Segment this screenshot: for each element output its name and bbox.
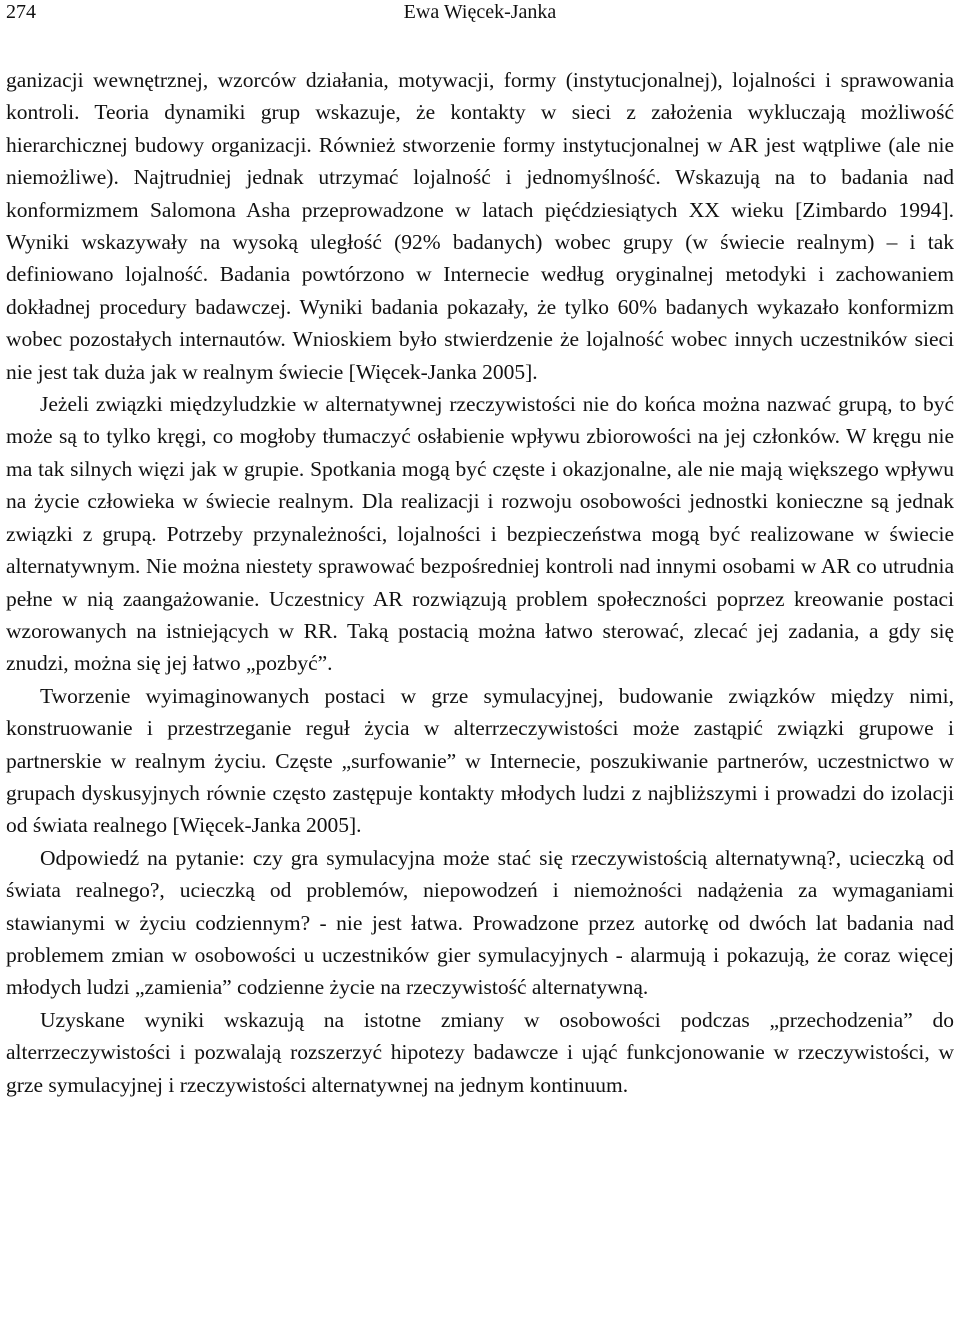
- running-header-author: Ewa Więcek-Janka: [403, 1, 557, 23]
- paragraph: Uzyskane wyniki wskazują na istotne zmiany w osobowości podczas „przechodzenia” do alterrzeczywistości i pozwalają rozszerzyć hipotezy badawcze i ująć funkcjonowanie w rzeczywistości, w grze symulacyjnej i rzeczywistości alternatywnej na jednym kontinuum.: [6, 1007, 954, 1097]
- running-header: [6, 0, 954, 28]
- paragraph: Jeżeli związki międzyludzkie w alternatywnej rzeczywistości nie do końca można nazwać grupą, to być może są to tylko kręgi, co mogłoby tłumaczyć osłabienie wpływu zbiorowości na jej członków. W kręgu nie ma tak silnych więzi jak w grupie. Spotkania mogą być częste i okazjonalne, ale nie mają większego wpływu na życie człowieka w świecie realnym. Dla realizacji i rozwoju osobowości jednostki konieczne są jednak związki z grupą. Potrzeby przynależności, lojalności i bezpieczeństwa mogą być realizowane w świecie alternatywnym. Nie można niestety sprawować bezpośredniej kontroli nad innymi osobami w AR co utrudnia pełne w nią zaangażowanie. Uczestnicy AR rozwiązują problem społeczności poprzez kreowanie postaci wzorowanych na istniejących w RR. Taką postacią można łatwo sterować, zlecać jej zadania, a gdy się znudzi, można się jej łatwo „pozbyć”.: [6, 392, 954, 676]
- paragraph: Odpowiedź na pytanie: czy gra symulacyjna może stać się rzeczywistością alternatywną?, ucieczką od świata realnego?, ucieczką od problemów, niepowodzeń i niemożności nadążenia za wymaganiami stawianymi w życiu codziennym? - nie jest łatwa. Prowadzone przez autorkę od dwóch lat badania nad problemem zmian w osobowości u uczestników gier symulacyjnych - alarmują i pokazują, że coraz więcej młodych ludzi „zamienia” codzienne życie na rzeczywistość alternatywną.: [6, 845, 954, 1000]
- document-page: [6, 0, 954, 1323]
- paragraph: Tworzenie wyimaginowanych postaci w grze symulacyjnej, budowanie związków między nimi, konstruowanie i przestrzeganie reguł życia w alterrzeczywistości może zastąpić związki grupowe i partnerskie w realnym życiu. Częste „surfowanie” w Internecie, poszukiwanie partnerów, uczestnictwo w grupach dyskusyjnych równie często zastępuje kontakty młodych ludzi z najbliższymi i prowadzi do izolacji od świata realnego [Więcek-Janka 2005].: [6, 683, 954, 838]
- page-number: 274: [6, 1, 36, 23]
- body-text: [6, 64, 954, 1101]
- paragraph-continuation: ganizacji wewnętrznej, wzorców działania, motywacji, formy (instytucjonalnej), lojalności i sprawowania kontroli. Teoria dynamiki grup wskazuje, że kontakty w sieci z założenia wykluczają możliwość hierarchicznej budowy organizacji. Również stworzenie formy instytucjonalnej w AR jest wątpliwe (ale nie niemożliwe). Najtrudniej jednak utrzymać lojalność i jednomyślność. Wskazują na to badania nad konformizmem Salomona Asha przeprowadzone w latach pięćdziesiątych XX wieku [Zimbardo 1994]. Wyniki wskazywały na wysoką uległość (92% badanych) wobec grupy (w świecie realnym) – i tak definiowano lojalność. Badania powtórzono w Internecie według oryginalnej metodyki i zachowaniem dokładnej procedury badawczej. Wyniki badania pokazały, że tylko 60% badanych wykazało konformizm wobec pozostałych internautów. Wnioskiem było stwierdzenie że lojalność wobec innych uczestników sieci nie jest tak duża jak w realnym świecie [Więcek-Janka 2005].: [6, 68, 954, 384]
